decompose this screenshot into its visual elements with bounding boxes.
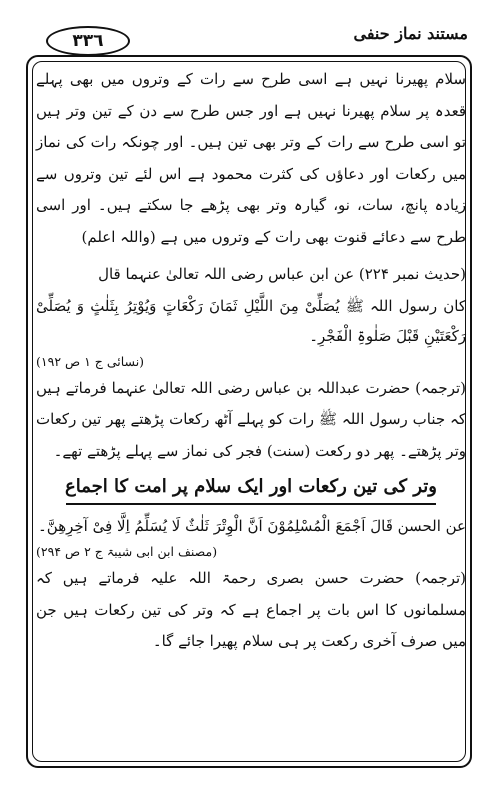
- page-header: [28, 22, 476, 56]
- athar-reference: (مصنف ابن ابی شیبۃ ج ۲ ص ۲۹۴): [36, 544, 218, 559]
- hadith-intro: (حدیث نمبر ۲۲۴) عن ابن عباس رضی اللہ تعالیٰ عنہما قال: [98, 265, 466, 283]
- athar-arabic-text: عن الحسن قَالَ اَجْمَعَ الْمُسْلِمُوْنَ اَنَّ الْوِتْرَ ثَلٰثٌ لَا یُسَلِّمُ اِلَّا فِیْ آخِرِھِنَّ۔: [37, 517, 466, 535]
- athar-translation: (ترجمہ) حضرت حسن بصری رحمۃ اللہ علیہ فرماتے ہیں کہ مسلمانوں کا اس بات پر اجماع ہے کہ وتر کی تین رکعات ہیں جن میں صرف آخری رکعت پر ہی سلام پھیرا جائے گا۔: [36, 569, 466, 650]
- heading-underline: [66, 503, 436, 505]
- paragraph-witr-explanation: سلام پھیرنا نہیں ہے اسی طرح سے رات کے وتروں میں بھی پہلے قعدہ پر سلام پھیرنا نہیں ہے اور جس طرح سے دن کے تین وتر ہیں تو اسی طرح سے رات کے وتر بھی تین ہیں۔ اور چونکہ رات کی نماز میں رکعات اور دعاؤں کی کثرت محمود ہے اس لئے تین وتروں سے زیادہ پانچ، سات، نو، گیارہ وتر بھی پڑھے جا سکتے ہیں۔ اور اسی طرح سے دعائے قنوت بھی رات کے وتروں میں ہے (واللہ اعلم): [36, 70, 466, 246]
- section-heading: وتر کی تین رکعات اور ایک سلام پر امت کا اجماع: [65, 476, 437, 497]
- page-content: [36, 64, 466, 658]
- hadith-arabic-text: کان رسول اللہ ﷺ یُصَلِّیْ مِنَ اللَّیْلِ ثَمَانَ رَکْعَاتٍ وَیُوْتِرُ بِثَلٰثٍ وَ یُصَلِّیْ رَکْعَتَیْنِ قَبْلَ صَلٰوۃِ الْفَجْرِ۔: [36, 296, 466, 345]
- book-title: مستند نماز حنفی: [353, 24, 468, 43]
- hadith-translation: (ترجمہ) حضرت عبداللہ بن عباس رضی اللہ تعالیٰ عنہما فرماتے ہیں کہ جناب رسول اللہ ﷺ رات کو پہلے آٹھ رکعات پڑھتے پھر تین رکعات وتر پڑھتے۔ پھر دو رکعت (سنت) فجر کی نماز سے پہلے پڑھتے تھے۔: [36, 378, 466, 460]
- page-number: ٣٣٦: [46, 26, 130, 56]
- hadith-reference: (نسائی ج ۱ ص ۱۹۲): [36, 353, 145, 369]
